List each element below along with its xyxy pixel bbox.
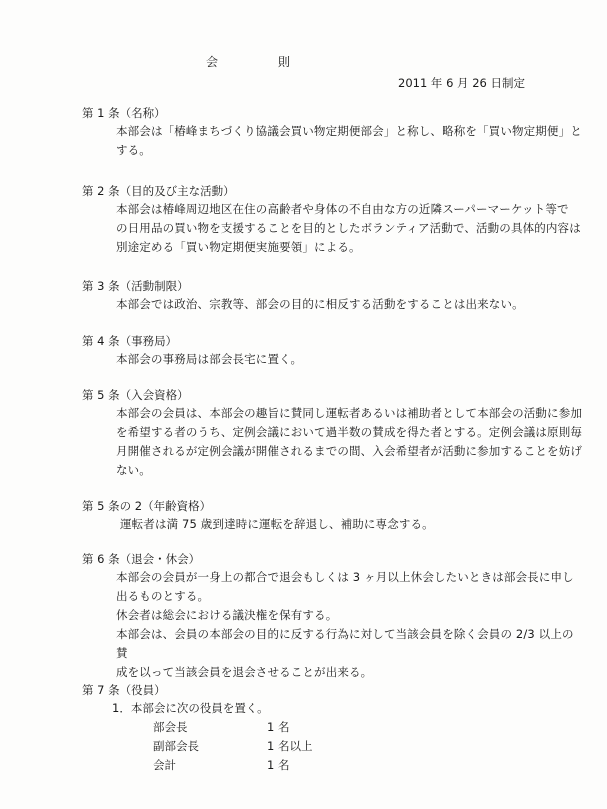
- officer-title: 部会長: [153, 720, 188, 734]
- body-line: ない。: [116, 463, 151, 477]
- officer-row: [82, 718, 582, 737]
- article-heading: 第 5 条（入会資格）: [82, 388, 189, 402]
- article-body: [116, 404, 582, 480]
- article-body: [116, 295, 582, 314]
- article-body: [116, 122, 582, 160]
- body-line: 月開催されるが定例会議が開催されるまでの間、入会希望者が活動に参加することを妨げ: [116, 444, 582, 458]
- body-line: を希望する者のうち、定例会議において過半数の賛成を得た者とする。定例会議は原則毎: [116, 425, 582, 439]
- body-line: 本部会の事務局は部会長宅に置く。: [116, 352, 303, 366]
- article-3: [82, 277, 582, 314]
- body-line: 本部会では政治、宗教等、部会の目的に相反する活動をすることは出来ない。: [116, 297, 524, 311]
- body-line: 運転者は満 75 歳到達時に運転を辞退し、補助に専念する。: [120, 517, 434, 531]
- article-item: 1．本部会に次の役員を置く。: [112, 701, 269, 715]
- body-line: 別途定める「買い物定期便実施要領」による。: [116, 240, 361, 254]
- article-heading: 第 7 条（役員）: [82, 683, 166, 697]
- body-line: する。: [116, 143, 151, 157]
- title-char-2: 則: [277, 55, 290, 69]
- article-5-2: [82, 497, 582, 534]
- article-heading: 第 1 条（名称）: [82, 106, 166, 120]
- article-heading: 第 4 条（事務局）: [82, 334, 178, 348]
- officer-row: [82, 756, 582, 775]
- article-body: [116, 200, 582, 257]
- officer-title: 会計: [153, 758, 176, 772]
- article-body: [120, 515, 586, 534]
- officer-count: 1 名: [267, 758, 290, 772]
- article-heading: 第 2 条（目的及び主な活動）: [82, 184, 235, 198]
- body-line: 本部会は「椿峰まちづくり協議会買い物定期便部会」と称し、略称を「買い物定期便」と: [116, 124, 582, 138]
- body-line: 本部会の会員は、本部会の趣旨に賛同し運転者あるいは補助者として本部会の活動に参加: [116, 406, 582, 420]
- officer-title: 副部会長: [153, 739, 199, 753]
- body-line: 出るものとする。: [116, 589, 210, 603]
- title-char-1: 会: [206, 55, 219, 69]
- document-title: [206, 56, 290, 68]
- body-line: 休会者は総会における議決権を保有する。: [116, 608, 338, 622]
- officer-count: 1 名: [267, 720, 290, 734]
- article-heading: 第 5 条の 2（年齢資格）: [82, 499, 212, 513]
- article-4: [82, 332, 582, 369]
- article-body: [116, 350, 582, 369]
- body-line: 本部会は、会員の本部会の目的に反する行為に対して当該会員を除く会員の 2/3 以上の賛: [116, 627, 574, 660]
- article-1: [82, 104, 582, 160]
- article-heading: 第 3 条（活動制限）: [82, 279, 189, 293]
- body-line: 本部会の会員が一身上の都合で退会もしくは 3 ヶ月以上休会したいときは部会長に申し: [116, 570, 574, 584]
- officer-list: [82, 718, 582, 775]
- body-line: 本部会は椿峰周辺地区在住の高齢者や身体の不自由な方の近隣スーパーマーケット等で: [116, 202, 569, 216]
- body-line: 成を以って当該会員を退会させることが出来る。: [116, 665, 373, 679]
- article-2: [82, 182, 582, 257]
- article-heading: 第 6 条（退会・休会）: [82, 552, 201, 566]
- article-body: [116, 568, 582, 682]
- article-5: [82, 386, 582, 480]
- body-line: の日用品の買い物を支援することを目的としたボランティア活動で、活動の具体的内容は: [116, 221, 581, 235]
- article-7: [82, 681, 582, 775]
- enactment-date: 2011 年 6 月 26 日制定: [398, 76, 525, 90]
- article-6: [82, 550, 582, 682]
- officer-count: 1 名以上: [267, 739, 313, 753]
- officer-row: [82, 737, 582, 756]
